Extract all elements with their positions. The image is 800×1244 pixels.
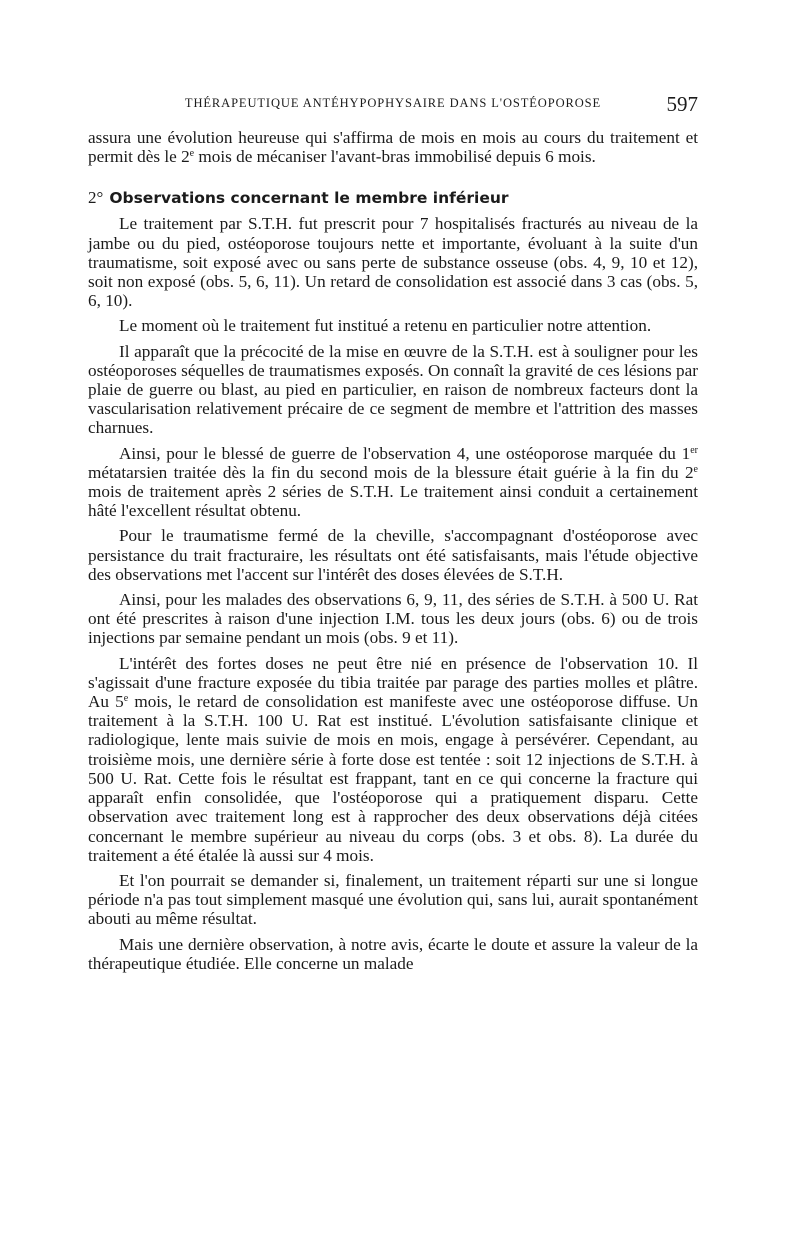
paragraph-text: métatarsien traitée dès la fin du second mois de la blessure était guérie à la fin du 2	[88, 462, 694, 482]
paragraph-text: mois, le retard de consolidation est manifeste avec une ostéoporose diffuse. Un traitement à la S.T.H. 100 U. Rat est institué. L'évolution satisfaisante clinique et radiologique, lente mais suivie de mois en mois, engage à persévérer. Cependant, au troisième mois, une dernière série à forte dose est tentée : soit 12 injections de S.T.H. à 500 U. Rat. Cette fois le résultat est frappant, tant en ce qui concerne la fracture qui apparaît enfin consolidée, que l'ostéoporose qui a pratiquement disparu. Cette observation avec traitement long est à rapprocher des deux observations déjà citées concernant le membre supérieur au niveau du corps (obs. 3 et obs. 8). La durée du traitement a été étalée là aussi sur 4 mois.	[88, 692, 698, 865]
superscript: e	[123, 693, 129, 705]
body-text	[88, 128, 698, 979]
superscript: e	[693, 463, 698, 475]
paragraph-text: L'intérêt des fortes doses ne peut être nié en présence de l'observation 10. Il s'agissait d'une fracture exposée du tibia traitée par parage des parties molles et plâtre. Au 5	[88, 653, 698, 712]
paragraph-text: assura une évolution heureuse qui s'affirma de mois en mois au cours du traitement et permit dès le 2	[88, 128, 698, 167]
superscript: e	[189, 148, 195, 160]
page-number: 597	[666, 92, 698, 116]
paragraph: Le moment où le traitement fut institué a retenu en particulier notre attention.	[119, 316, 652, 336]
paragraph: Le traitement par S.T.H. fut prescrit pour 7 hospitalisés fracturés au niveau de la jambe ou du pied, ostéoporose toujours nette et importante, évoluant à la suite d'un traumatisme, soit exposé avec ou sans perte de substance osseuse (obs. 4, 9, 10 et 12), soit non exposé (obs. 5, 6, 11). Un retard de consolidation est associé dans 3 cas (obs. 5, 6, 10).	[88, 214, 698, 311]
paragraph	[88, 654, 698, 865]
paragraph: Pour le traumatisme fermé de la cheville, s'accompagnant d'ostéoporose avec persistance du trait fracturaire, les résultats ont été satisfaisants, mais l'étude objective des observations met l'accent sur l'intérêt des doses élevées de S.T.H.	[88, 526, 698, 584]
paragraph: Et l'on pourrait se demander si, finalement, un traitement réparti sur une si longue période n'a pas tout simplement masqué une évolution qui, sans lui, aurait spontanément abouti au même résultat.	[88, 870, 698, 929]
paragraph: Ainsi, pour les malades des observations 6, 9, 11, des séries de S.T.H. à 500 U. Rat ont été prescrites à raison d'une injection I.M. tous les deux jours (obs. 6) ou de trois injections par semaine pendant un mois (obs. 9 et 11).	[88, 590, 698, 648]
paragraph-text: Ainsi, pour le blessé de guerre de l'observation 4, une ostéoporose marquée du 1	[119, 443, 691, 463]
paragraph: Il apparaît que la précocité de la mise en œuvre de la S.T.H. est à souligner pour les ostéoporoses séquelles de traumatismes exposés. On connaît la gravité de ces lésions par plaie de guerre ou blast, au pied en particulier, en raison de nombreux facteurs dont la vascularisation relativement précaire de ce segment de membre et l'attrition des masses charnues.	[88, 341, 698, 438]
section-number: 2°	[88, 188, 104, 208]
section-heading	[88, 188, 698, 208]
section-title: Observations concernant le membre inférieur	[109, 189, 509, 208]
paragraph-text: mois de traitement après 2 séries de S.T.H. Le traitement ainsi conduit a certainement hâté l'excellent résultat obtenu.	[88, 482, 698, 521]
paragraph-text: mois de mécaniser l'avant-bras immobilisé depuis 6 mois.	[194, 147, 596, 167]
paragraph: Mais une dernière observation, à notre avis, écarte le doute et assure la valeur de la thérapeutique étudiée. Elle concerne un malade	[88, 934, 698, 973]
superscript: er	[690, 444, 698, 456]
running-title: THÉRAPEUTIQUE ANTÉHYPOPHYSAIRE DANS L'OSTÉOPOROSE	[184, 96, 602, 110]
paragraph-continuation	[88, 128, 698, 166]
paragraph	[88, 444, 698, 521]
running-header	[88, 92, 698, 120]
